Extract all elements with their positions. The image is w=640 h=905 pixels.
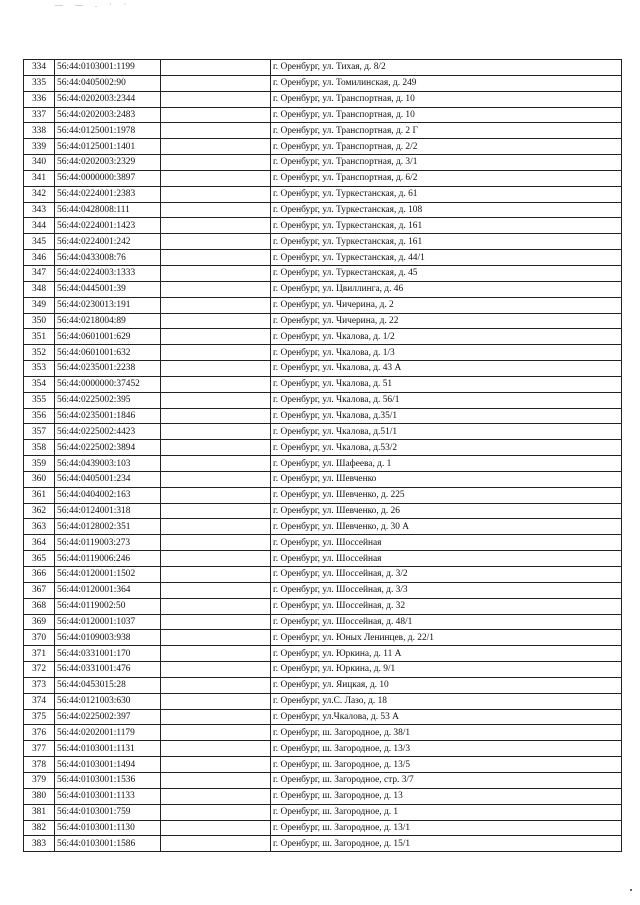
row-number-cell: 381	[24, 804, 55, 820]
empty-cell	[161, 170, 271, 186]
table-row	[24, 772, 622, 788]
address-cell: г. Оренбург, ш. Загородное, д. 38/1	[271, 725, 622, 741]
empty-cell	[161, 582, 271, 598]
table-row	[24, 361, 622, 377]
empty-cell	[161, 345, 271, 361]
table-row	[24, 440, 622, 456]
empty-cell	[161, 91, 271, 107]
cadastral-number-cell: 56:44:0445001:39	[55, 281, 161, 297]
address-cell: г. Оренбург, ул. Юных Ленинцев, д. 22/1	[271, 630, 622, 646]
address-cell: г. Оренбург, ш. Загородное, д. 13/5	[271, 757, 622, 773]
address-cell: г. Оренбург, ул. Шоссейная	[271, 551, 622, 567]
cadastral-number-cell: 56:44:0225002:3894	[55, 440, 161, 456]
table-row	[24, 123, 622, 139]
empty-cell	[161, 376, 271, 392]
table-row	[24, 234, 622, 250]
address-cell: г. Оренбург, ш. Загородное, д. 13/3	[271, 741, 622, 757]
empty-cell	[161, 820, 271, 836]
table-row	[24, 567, 622, 583]
cadastral-number-cell: 56:44:0202003:2344	[55, 91, 161, 107]
table-row	[24, 503, 622, 519]
table-row	[24, 281, 622, 297]
cadastral-number-cell: 56:44:0225002:397	[55, 709, 161, 725]
address-cell: г. Оренбург, ул. Транспортная, д. 2/2	[271, 139, 622, 155]
table-row	[24, 598, 622, 614]
empty-cell	[161, 757, 271, 773]
table-row	[24, 408, 622, 424]
empty-cell	[161, 598, 271, 614]
table-row	[24, 170, 622, 186]
address-cell: г. Оренбург, ул. Чкалова, д. 1/2	[271, 329, 622, 345]
empty-cell	[161, 250, 271, 266]
empty-cell	[161, 60, 271, 76]
table-row	[24, 535, 622, 551]
address-cell: г. Оренбург, ш. Загородное, д. 13/1	[271, 820, 622, 836]
row-number-cell: 352	[24, 345, 55, 361]
cadastral-number-cell: 56:44:0601001:632	[55, 345, 161, 361]
row-number-cell: 357	[24, 424, 55, 440]
row-number-cell: 353	[24, 361, 55, 377]
cadastral-number-cell: 56:44:0120001:1502	[55, 567, 161, 583]
cadastral-number-cell: 56:44:0404002:163	[55, 487, 161, 503]
cadastral-number-cell: 56:44:0124001:318	[55, 503, 161, 519]
row-number-cell: 338	[24, 123, 55, 139]
row-number-cell: 370	[24, 630, 55, 646]
cadastral-number-cell: 56:44:0405002:90	[55, 75, 161, 91]
table-row	[24, 551, 622, 567]
cadastral-number-cell: 56:44:0103001:1494	[55, 757, 161, 773]
cadastral-number-cell: 56:44:0119003:273	[55, 535, 161, 551]
address-cell: г. Оренбург, ул. Туркестанская, д. 108	[271, 202, 622, 218]
address-cell: г. Оренбург, ул. Шевченко, д. 26	[271, 503, 622, 519]
row-number-cell: 369	[24, 614, 55, 630]
property-register-table	[23, 59, 622, 852]
empty-cell	[161, 408, 271, 424]
row-number-cell: 377	[24, 741, 55, 757]
table-row	[24, 139, 622, 155]
table-row	[24, 662, 622, 678]
row-number-cell: 367	[24, 582, 55, 598]
address-cell: г. Оренбург, ул. Чкалова, д. 43 А	[271, 361, 622, 377]
table-row	[24, 788, 622, 804]
empty-cell	[161, 392, 271, 408]
address-cell: г. Оренбург, ул. Чкалова, д. 51	[271, 376, 622, 392]
cadastral-number-cell: 56:44:0103001:1131	[55, 741, 161, 757]
address-cell: г. Оренбург, ул. Чкалова, д.51/1	[271, 424, 622, 440]
address-cell: г. Оренбург, ул. Транспортная, д. 3/1	[271, 155, 622, 171]
cadastral-number-cell: 56:44:0202003:2329	[55, 155, 161, 171]
row-number-cell: 366	[24, 567, 55, 583]
cadastral-number-cell: 56:44:0119002:50	[55, 598, 161, 614]
cadastral-number-cell: 56:44:0202001:1179	[55, 725, 161, 741]
table-row	[24, 329, 622, 345]
row-number-cell: 347	[24, 265, 55, 281]
row-number-cell: 356	[24, 408, 55, 424]
empty-cell	[161, 139, 271, 155]
row-number-cell: 343	[24, 202, 55, 218]
address-cell: г. Оренбург, ул. Шевченко, д. 225	[271, 487, 622, 503]
address-cell: г. Оренбург, ул. Юркина, д. 9/1	[271, 662, 622, 678]
address-cell: г. Оренбург, ул. Шоссейная, д. 3/3	[271, 582, 622, 598]
row-number-cell: 373	[24, 677, 55, 693]
address-cell: г. Оренбург, ш. Загородное, д. 15/1	[271, 836, 622, 852]
address-cell: г. Оренбург, ш. Загородное, стр. 3/7	[271, 772, 622, 788]
empty-cell	[161, 471, 271, 487]
table-row	[24, 297, 622, 313]
cadastral-number-cell: 56:44:0000000:3897	[55, 170, 161, 186]
table-row	[24, 75, 622, 91]
empty-cell	[161, 677, 271, 693]
empty-cell	[161, 313, 271, 329]
empty-cell	[161, 693, 271, 709]
cadastral-number-cell: 56:44:0235001:1846	[55, 408, 161, 424]
row-number-cell: 383	[24, 836, 55, 852]
table-row	[24, 376, 622, 392]
row-number-cell: 349	[24, 297, 55, 313]
table-row	[24, 820, 622, 836]
row-number-cell: 344	[24, 218, 55, 234]
empty-cell	[161, 741, 271, 757]
address-cell: г. Оренбург, ул. Туркестанская, д. 161	[271, 218, 622, 234]
cadastral-number-cell: 56:44:0428008:111	[55, 202, 161, 218]
address-cell: г. Оренбург, ул.Чкалова, д. 53 А	[271, 709, 622, 725]
table-row	[24, 155, 622, 171]
cadastral-number-cell: 56:44:0120001:364	[55, 582, 161, 598]
empty-cell	[161, 551, 271, 567]
row-number-cell: 351	[24, 329, 55, 345]
table-row	[24, 424, 622, 440]
address-cell: г. Оренбург, ул. Транспортная, д. 10	[271, 107, 622, 123]
table-row	[24, 265, 622, 281]
cadastral-number-cell: 56:44:0121003:630	[55, 693, 161, 709]
scan-artifact-mark: — — . · ·	[55, 0, 132, 9]
row-number-cell: 354	[24, 376, 55, 392]
address-cell: г. Оренбург, ул. Тихая, д. 8/2	[271, 60, 622, 76]
empty-cell	[161, 567, 271, 583]
address-cell: г. Оренбург, ул. Шевченко, д. 30 А	[271, 519, 622, 535]
table-row	[24, 456, 622, 472]
empty-cell	[161, 440, 271, 456]
address-cell: г. Оренбург, ул. Транспортная, д. 6/2	[271, 170, 622, 186]
cadastral-number-cell: 56:44:0103001:1133	[55, 788, 161, 804]
table-row	[24, 186, 622, 202]
address-cell: г. Оренбург, ул. Шафеева, д. 1	[271, 456, 622, 472]
row-number-cell: 362	[24, 503, 55, 519]
scan-speck	[630, 889, 632, 891]
table-row	[24, 392, 622, 408]
table-row	[24, 757, 622, 773]
address-cell: г. Оренбург, ш. Загородное, д. 13	[271, 788, 622, 804]
address-cell: г. Оренбург, ул. Чкалова, д. 56/1	[271, 392, 622, 408]
address-cell: г. Оренбург, ул. Чичерина, д. 22	[271, 313, 622, 329]
empty-cell	[161, 836, 271, 852]
cadastral-number-cell: 56:44:0225002:4423	[55, 424, 161, 440]
cadastral-number-cell: 56:44:0103001:1130	[55, 820, 161, 836]
row-number-cell: 360	[24, 471, 55, 487]
address-cell: г. Оренбург, ш. Загородное, д. 1	[271, 804, 622, 820]
cadastral-number-cell: 56:44:0225002:395	[55, 392, 161, 408]
row-number-cell: 382	[24, 820, 55, 836]
table-row	[24, 107, 622, 123]
address-cell: г. Оренбург, ул. Шоссейная	[271, 535, 622, 551]
address-cell: г. Оренбург, ул. Транспортная, д. 2 Г	[271, 123, 622, 139]
cadastral-number-cell: 56:44:0224001:1423	[55, 218, 161, 234]
empty-cell	[161, 487, 271, 503]
cadastral-number-cell: 56:44:0128002:351	[55, 519, 161, 535]
empty-cell	[161, 424, 271, 440]
cadastral-number-cell: 56:44:0103001:1536	[55, 772, 161, 788]
row-number-cell: 368	[24, 598, 55, 614]
table-row	[24, 91, 622, 107]
empty-cell	[161, 297, 271, 313]
address-cell: г. Оренбург, ул. Шоссейная, д. 3/2	[271, 567, 622, 583]
address-cell: г. Оренбург, ул. Туркестанская, д. 161	[271, 234, 622, 250]
empty-cell	[161, 107, 271, 123]
address-cell: г. Оренбург, ул. Чичерина, д. 2	[271, 297, 622, 313]
address-cell: г. Оренбург, ул. Туркестанская, д. 44/1	[271, 250, 622, 266]
cadastral-number-cell: 56:44:0439003:103	[55, 456, 161, 472]
row-number-cell: 340	[24, 155, 55, 171]
cadastral-number-cell: 56:44:0453015:28	[55, 677, 161, 693]
empty-cell	[161, 123, 271, 139]
address-cell: г. Оренбург, ул. Шевченко	[271, 471, 622, 487]
address-cell: г. Оренбург, ул. Транспортная, д. 10	[271, 91, 622, 107]
table-row	[24, 471, 622, 487]
cadastral-number-cell: 56:44:0103001:1586	[55, 836, 161, 852]
cadastral-number-cell: 56:44:0224003:1333	[55, 265, 161, 281]
cadastral-number-cell: 56:44:0202003:2483	[55, 107, 161, 123]
address-cell: г. Оренбург, ул. Туркестанская, д. 61	[271, 186, 622, 202]
cadastral-number-cell: 56:44:0125001:1401	[55, 139, 161, 155]
cadastral-number-cell: 56:44:0103001:759	[55, 804, 161, 820]
row-number-cell: 346	[24, 250, 55, 266]
empty-cell	[161, 265, 271, 281]
row-number-cell: 375	[24, 709, 55, 725]
table-row	[24, 487, 622, 503]
table-row	[24, 202, 622, 218]
cadastral-number-cell: 56:44:0224001:242	[55, 234, 161, 250]
address-cell: г. Оренбург, ул. Цвиллинга, д. 46	[271, 281, 622, 297]
row-number-cell: 350	[24, 313, 55, 329]
row-number-cell: 364	[24, 535, 55, 551]
empty-cell	[161, 75, 271, 91]
empty-cell	[161, 630, 271, 646]
empty-cell	[161, 202, 271, 218]
cadastral-number-cell: 56:44:0230013:191	[55, 297, 161, 313]
address-cell: г. Оренбург, ул.С. Лазо, д. 18	[271, 693, 622, 709]
cadastral-number-cell: 56:44:0109003:938	[55, 630, 161, 646]
empty-cell	[161, 503, 271, 519]
row-number-cell: 339	[24, 139, 55, 155]
row-number-cell: 371	[24, 646, 55, 662]
address-cell: г. Оренбург, ул. Чкалова, д. 1/3	[271, 345, 622, 361]
table-row	[24, 60, 622, 76]
table-row	[24, 614, 622, 630]
row-number-cell: 337	[24, 107, 55, 123]
row-number-cell: 361	[24, 487, 55, 503]
table-row	[24, 725, 622, 741]
empty-cell	[161, 155, 271, 171]
empty-cell	[161, 804, 271, 820]
cadastral-number-cell: 56:44:0120001:1037	[55, 614, 161, 630]
cadastral-number-cell: 56:44:0235001:2238	[55, 361, 161, 377]
table-row	[24, 741, 622, 757]
row-number-cell: 380	[24, 788, 55, 804]
row-number-cell: 374	[24, 693, 55, 709]
table-row	[24, 693, 622, 709]
table-row	[24, 630, 622, 646]
row-number-cell: 372	[24, 662, 55, 678]
cadastral-number-cell: 56:44:0601001:629	[55, 329, 161, 345]
table-row	[24, 677, 622, 693]
empty-cell	[161, 614, 271, 630]
row-number-cell: 342	[24, 186, 55, 202]
empty-cell	[161, 329, 271, 345]
table-row	[24, 313, 622, 329]
row-number-cell: 379	[24, 772, 55, 788]
row-number-cell: 334	[24, 60, 55, 76]
row-number-cell: 358	[24, 440, 55, 456]
cadastral-number-cell: 56:44:0125001:1978	[55, 123, 161, 139]
table-body	[24, 60, 622, 852]
address-cell: г. Оренбург, ул. Юркина, д. 11 А	[271, 646, 622, 662]
empty-cell	[161, 361, 271, 377]
row-number-cell: 336	[24, 91, 55, 107]
row-number-cell: 365	[24, 551, 55, 567]
row-number-cell: 335	[24, 75, 55, 91]
empty-cell	[161, 218, 271, 234]
row-number-cell: 355	[24, 392, 55, 408]
empty-cell	[161, 456, 271, 472]
empty-cell	[161, 234, 271, 250]
row-number-cell: 378	[24, 757, 55, 773]
address-cell: г. Оренбург, ул. Шоссейная, д. 48/1	[271, 614, 622, 630]
row-number-cell: 345	[24, 234, 55, 250]
cadastral-number-cell: 56:44:0331001:170	[55, 646, 161, 662]
row-number-cell: 376	[24, 725, 55, 741]
table-row	[24, 345, 622, 361]
empty-cell	[161, 519, 271, 535]
cadastral-number-cell: 56:44:0331001:476	[55, 662, 161, 678]
address-cell: г. Оренбург, ул. Туркестанская, д. 45	[271, 265, 622, 281]
cadastral-number-cell: 56:44:0218004:89	[55, 313, 161, 329]
table-row	[24, 519, 622, 535]
table-row	[24, 582, 622, 598]
empty-cell	[161, 709, 271, 725]
table-row	[24, 709, 622, 725]
table-row	[24, 646, 622, 662]
empty-cell	[161, 788, 271, 804]
table-row	[24, 218, 622, 234]
cadastral-number-cell: 56:44:0119006:246	[55, 551, 161, 567]
cadastral-number-cell: 56:44:0433008:76	[55, 250, 161, 266]
empty-cell	[161, 646, 271, 662]
row-number-cell: 348	[24, 281, 55, 297]
cadastral-number-cell: 56:44:0103001:1199	[55, 60, 161, 76]
empty-cell	[161, 725, 271, 741]
cadastral-number-cell: 56:44:0405001:234	[55, 471, 161, 487]
empty-cell	[161, 186, 271, 202]
empty-cell	[161, 772, 271, 788]
empty-cell	[161, 535, 271, 551]
empty-cell	[161, 281, 271, 297]
address-cell: г. Оренбург, ул. Шоссейная, д. 32	[271, 598, 622, 614]
empty-cell	[161, 662, 271, 678]
row-number-cell: 359	[24, 456, 55, 472]
cadastral-number-cell: 56:44:0000000:37452	[55, 376, 161, 392]
address-cell: г. Оренбург, ул. Чкалова, д.35/1	[271, 408, 622, 424]
address-cell: г. Оренбург, ул. Яицкая, д. 10	[271, 677, 622, 693]
table-row	[24, 804, 622, 820]
table-row	[24, 836, 622, 852]
address-cell: г. Оренбург, ул. Томилинская, д. 249	[271, 75, 622, 91]
cadastral-number-cell: 56:44:0224001:2383	[55, 186, 161, 202]
table-row	[24, 250, 622, 266]
row-number-cell: 363	[24, 519, 55, 535]
row-number-cell: 341	[24, 170, 55, 186]
address-cell: г. Оренбург, ул. Чкалова, д.53/2	[271, 440, 622, 456]
